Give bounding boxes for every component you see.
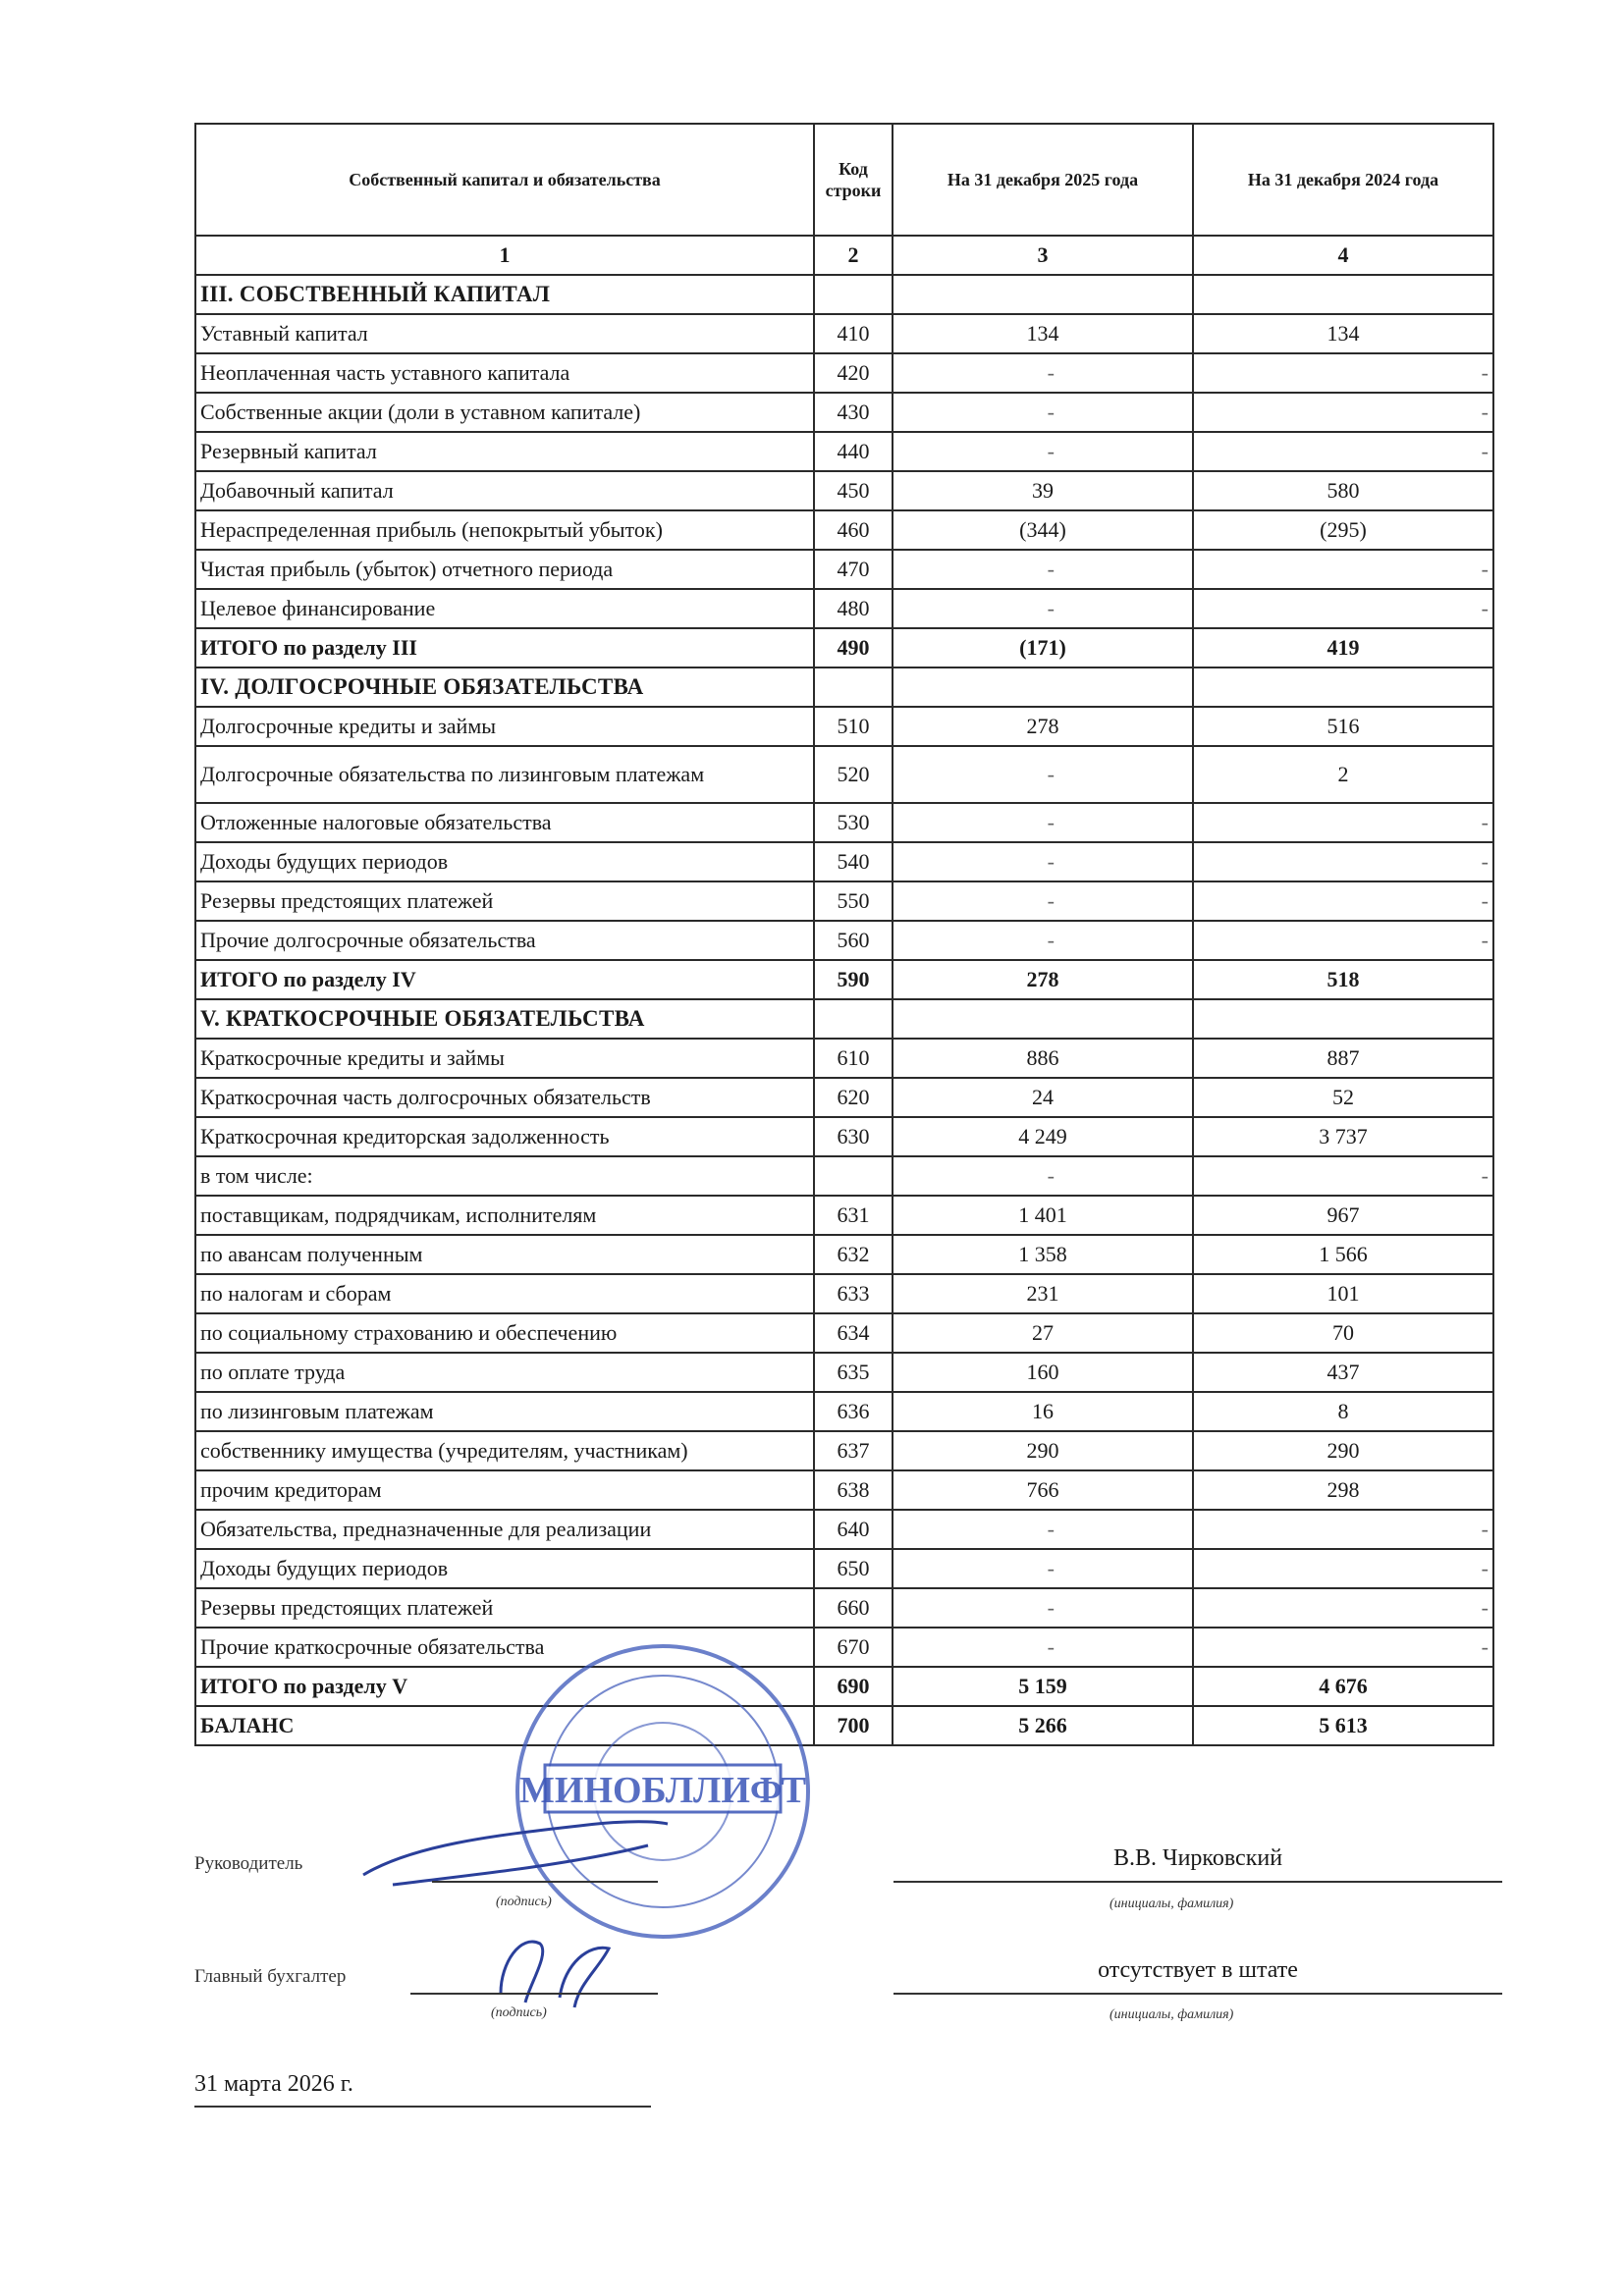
row-code: 660 — [814, 1588, 893, 1628]
row-name: Резервы предстоящих платежей — [195, 881, 814, 921]
row-code: 480 — [814, 589, 893, 628]
column-number-row — [195, 236, 1493, 275]
report-date: 31 марта 2026 г. — [194, 2071, 353, 2097]
table-row — [195, 1039, 1493, 1078]
row-code: 632 — [814, 1235, 893, 1274]
table-row — [195, 1392, 1493, 1431]
value-2024: 5 613 — [1193, 1706, 1493, 1745]
value-2025: - — [893, 881, 1193, 921]
value-2025: 290 — [893, 1431, 1193, 1470]
value-2025: (171) — [893, 628, 1193, 667]
value-2024: 967 — [1193, 1196, 1493, 1235]
head-label: Руководитель — [194, 1853, 303, 1874]
row-code: 630 — [814, 1117, 893, 1156]
table-row — [195, 550, 1493, 589]
row-name: Краткосрочная часть долгосрочных обязательств — [195, 1078, 814, 1117]
row-name: по авансам полученным — [195, 1235, 814, 1274]
row-name: Долгосрочные кредиты и займы — [195, 707, 814, 746]
head-signature — [353, 1806, 677, 1904]
accountant-signature-hint: (подпись) — [491, 2005, 547, 2020]
row-name: Доходы будущих периодов — [195, 842, 814, 881]
header-name: Собственный капитал и обязательства — [195, 124, 814, 236]
row-name: по налогам и сборам — [195, 1274, 814, 1313]
value-2024: - — [1193, 1156, 1493, 1196]
value-2025: 1 358 — [893, 1235, 1193, 1274]
value-2024: 518 — [1193, 960, 1493, 999]
value-2025: - — [893, 1588, 1193, 1628]
value-2024: 290 — [1193, 1431, 1493, 1470]
column-number: 4 — [1193, 236, 1493, 275]
accountant-name: отсутствует в штате — [1098, 1957, 1298, 1983]
table-row — [195, 1549, 1493, 1588]
row-code — [814, 667, 893, 707]
row-name: ИТОГО по разделу V — [195, 1667, 814, 1706]
section-row — [195, 667, 1493, 707]
row-code — [814, 1156, 893, 1196]
row-code: 520 — [814, 746, 893, 803]
row-code: 410 — [814, 314, 893, 353]
table-row — [195, 432, 1493, 471]
head-signature-line — [432, 1881, 658, 1883]
value-2025: 27 — [893, 1313, 1193, 1353]
row-code: 510 — [814, 707, 893, 746]
value-2025: - — [893, 1549, 1193, 1588]
table-row — [195, 1588, 1493, 1628]
value-2025: - — [893, 1510, 1193, 1549]
value-2025: 231 — [893, 1274, 1193, 1313]
row-name: БАЛАНС — [195, 1706, 814, 1745]
row-name: Уставный капитал — [195, 314, 814, 353]
row-code: 430 — [814, 393, 893, 432]
table-row — [195, 746, 1493, 803]
row-code: 635 — [814, 1353, 893, 1392]
table-row — [195, 589, 1493, 628]
table-row — [195, 842, 1493, 881]
value-2025: 278 — [893, 707, 1193, 746]
row-code: 640 — [814, 1510, 893, 1549]
table-row — [195, 1628, 1493, 1667]
table-row — [195, 1353, 1493, 1392]
row-code: 550 — [814, 881, 893, 921]
value-2024: 70 — [1193, 1313, 1493, 1353]
table-row — [195, 1196, 1493, 1235]
row-name: Собственные акции (доли в уставном капитале) — [195, 393, 814, 432]
row-name: V. КРАТКОСРОЧНЫЕ ОБЯЗАТЕЛЬСТВА — [195, 999, 814, 1039]
table-row — [195, 314, 1493, 353]
row-name: поставщикам, подрядчикам, исполнителям — [195, 1196, 814, 1235]
header-2025: На 31 декабря 2025 года — [893, 124, 1193, 236]
table-row — [195, 1274, 1493, 1313]
table-row — [195, 1235, 1493, 1274]
value-2024: 134 — [1193, 314, 1493, 353]
row-name: Целевое финансирование — [195, 589, 814, 628]
value-2024 — [1193, 999, 1493, 1039]
value-2024: - — [1193, 550, 1493, 589]
table-row — [195, 1156, 1493, 1196]
row-code: 460 — [814, 510, 893, 550]
table-row — [195, 1313, 1493, 1353]
row-name: Долгосрочные обязательства по лизинговым платежам — [195, 746, 814, 803]
value-2025: 5 266 — [893, 1706, 1193, 1745]
row-code: 637 — [814, 1431, 893, 1470]
row-name: ИТОГО по разделу IV — [195, 960, 814, 999]
row-code: 633 — [814, 1274, 893, 1313]
value-2025: 16 — [893, 1392, 1193, 1431]
value-2025: 24 — [893, 1078, 1193, 1117]
value-2024: 8 — [1193, 1392, 1493, 1431]
table-header-row — [195, 124, 1493, 236]
row-code: 638 — [814, 1470, 893, 1510]
total-row — [195, 1667, 1493, 1706]
row-name: Нераспределенная прибыль (непокрытый убыток) — [195, 510, 814, 550]
value-2024: - — [1193, 881, 1493, 921]
value-2024: - — [1193, 353, 1493, 393]
accountant-signature — [481, 1924, 628, 2012]
table-row — [195, 1431, 1493, 1470]
value-2025: (344) — [893, 510, 1193, 550]
row-name: Добавочный капитал — [195, 471, 814, 510]
total-row — [195, 1706, 1493, 1745]
row-name: IV. ДОЛГОСРОЧНЫЕ ОБЯЗАТЕЛЬСТВА — [195, 667, 814, 707]
value-2024: (295) — [1193, 510, 1493, 550]
table-row — [195, 510, 1493, 550]
accountant-name-hint: (инициалы, фамилия) — [1110, 2007, 1234, 2022]
value-2025: 278 — [893, 960, 1193, 999]
row-name: Резервный капитал — [195, 432, 814, 471]
row-code: 450 — [814, 471, 893, 510]
header-code: Код строки — [814, 124, 893, 236]
section-row — [195, 275, 1493, 314]
value-2024: 437 — [1193, 1353, 1493, 1392]
date-line — [194, 2106, 651, 2108]
total-row — [195, 628, 1493, 667]
value-2024: - — [1193, 393, 1493, 432]
head-name-line — [893, 1881, 1502, 1883]
accountant-signature-line — [410, 1993, 658, 1995]
row-name: Неоплаченная часть уставного капитала — [195, 353, 814, 393]
row-name: по оплате труда — [195, 1353, 814, 1392]
value-2024: - — [1193, 1588, 1493, 1628]
value-2024 — [1193, 667, 1493, 707]
accountant-label: Главный бухгалтер — [194, 1966, 347, 1987]
row-name: прочим кредиторам — [195, 1470, 814, 1510]
value-2024: - — [1193, 589, 1493, 628]
table-row — [195, 471, 1493, 510]
head-signature-hint: (подпись) — [496, 1895, 552, 1909]
table-row — [195, 393, 1493, 432]
table-row — [195, 1510, 1493, 1549]
row-name: по социальному страхованию и обеспечению — [195, 1313, 814, 1353]
row-code: 560 — [814, 921, 893, 960]
row-name: ИТОГО по разделу III — [195, 628, 814, 667]
value-2024: - — [1193, 803, 1493, 842]
row-code: 650 — [814, 1549, 893, 1588]
stamp-center-text: МИНОБЛЛИФТ — [519, 1770, 806, 1811]
row-code — [814, 275, 893, 314]
section-row — [195, 999, 1493, 1039]
value-2024: 887 — [1193, 1039, 1493, 1078]
value-2024: 52 — [1193, 1078, 1493, 1117]
row-name: Отложенные налоговые обязательства — [195, 803, 814, 842]
table-body — [195, 275, 1493, 1745]
row-code — [814, 999, 893, 1039]
row-name: Доходы будущих периодов — [195, 1549, 814, 1588]
row-code: 670 — [814, 1628, 893, 1667]
value-2025: - — [893, 921, 1193, 960]
value-2024: 516 — [1193, 707, 1493, 746]
value-2024: 3 737 — [1193, 1117, 1493, 1156]
value-2025: 5 159 — [893, 1667, 1193, 1706]
value-2025: - — [893, 803, 1193, 842]
value-2025 — [893, 275, 1193, 314]
value-2024: 580 — [1193, 471, 1493, 510]
value-2024: 298 — [1193, 1470, 1493, 1510]
row-name: собственнику имущества (учредителям, участникам) — [195, 1431, 814, 1470]
balance-table — [194, 123, 1494, 1746]
row-code: 610 — [814, 1039, 893, 1078]
value-2024: - — [1193, 1549, 1493, 1588]
value-2025: 160 — [893, 1353, 1193, 1392]
row-code: 530 — [814, 803, 893, 842]
row-code: 634 — [814, 1313, 893, 1353]
column-number: 1 — [195, 236, 814, 275]
head-name-hint: (инициалы, фамилия) — [1110, 1896, 1234, 1911]
row-code: 540 — [814, 842, 893, 881]
row-name: III. СОБСТВЕННЫЙ КАПИТАЛ — [195, 275, 814, 314]
row-name: Прочие краткосрочные обязательства — [195, 1628, 814, 1667]
value-2025 — [893, 999, 1193, 1039]
column-number: 2 — [814, 236, 893, 275]
value-2025: 886 — [893, 1039, 1193, 1078]
value-2024: 101 — [1193, 1274, 1493, 1313]
total-row — [195, 960, 1493, 999]
value-2025: 4 249 — [893, 1117, 1193, 1156]
value-2024: - — [1193, 432, 1493, 471]
row-code: 690 — [814, 1667, 893, 1706]
value-2025: 1 401 — [893, 1196, 1193, 1235]
row-name: Краткосрочная кредиторская задолженность — [195, 1117, 814, 1156]
value-2025: - — [893, 353, 1193, 393]
row-name: по лизинговым платежам — [195, 1392, 814, 1431]
table-row — [195, 707, 1493, 746]
row-name: Чистая прибыль (убыток) отчетного периода — [195, 550, 814, 589]
value-2024: 2 — [1193, 746, 1493, 803]
value-2024 — [1193, 275, 1493, 314]
value-2025: - — [893, 1156, 1193, 1196]
value-2025: - — [893, 589, 1193, 628]
row-code: 470 — [814, 550, 893, 589]
row-code: 700 — [814, 1706, 893, 1745]
row-code: 420 — [814, 353, 893, 393]
value-2025: 39 — [893, 471, 1193, 510]
value-2024: - — [1193, 842, 1493, 881]
table-row — [195, 881, 1493, 921]
row-code: 490 — [814, 628, 893, 667]
row-name: Прочие долгосрочные обязательства — [195, 921, 814, 960]
value-2025: 766 — [893, 1470, 1193, 1510]
row-code: 636 — [814, 1392, 893, 1431]
value-2024: 4 676 — [1193, 1667, 1493, 1706]
row-name: Резервы предстоящих платежей — [195, 1588, 814, 1628]
value-2025: - — [893, 550, 1193, 589]
row-name: Краткосрочные кредиты и займы — [195, 1039, 814, 1078]
value-2025: - — [893, 1628, 1193, 1667]
table-row — [195, 353, 1493, 393]
row-name: Обязательства, предназначенные для реализации — [195, 1510, 814, 1549]
value-2024: - — [1193, 1510, 1493, 1549]
head-name: В.В. Чирковский — [1112, 1845, 1283, 1871]
row-code: 440 — [814, 432, 893, 471]
accountant-name-line — [893, 1993, 1502, 1995]
table-row — [195, 1078, 1493, 1117]
row-code: 631 — [814, 1196, 893, 1235]
value-2024: - — [1193, 921, 1493, 960]
row-code: 620 — [814, 1078, 893, 1117]
value-2025: - — [893, 393, 1193, 432]
column-number: 3 — [893, 236, 1193, 275]
header-2024: На 31 декабря 2024 года — [1193, 124, 1493, 236]
value-2025 — [893, 667, 1193, 707]
table-row — [195, 1470, 1493, 1510]
value-2025: - — [893, 746, 1193, 803]
value-2025: - — [893, 842, 1193, 881]
row-code: 590 — [814, 960, 893, 999]
value-2024: - — [1193, 1628, 1493, 1667]
value-2025: - — [893, 432, 1193, 471]
table-row — [195, 921, 1493, 960]
table-row — [195, 803, 1493, 842]
value-2024: 1 566 — [1193, 1235, 1493, 1274]
row-name: в том числе: — [195, 1156, 814, 1196]
value-2025: 134 — [893, 314, 1193, 353]
table-row — [195, 1117, 1493, 1156]
value-2024: 419 — [1193, 628, 1493, 667]
